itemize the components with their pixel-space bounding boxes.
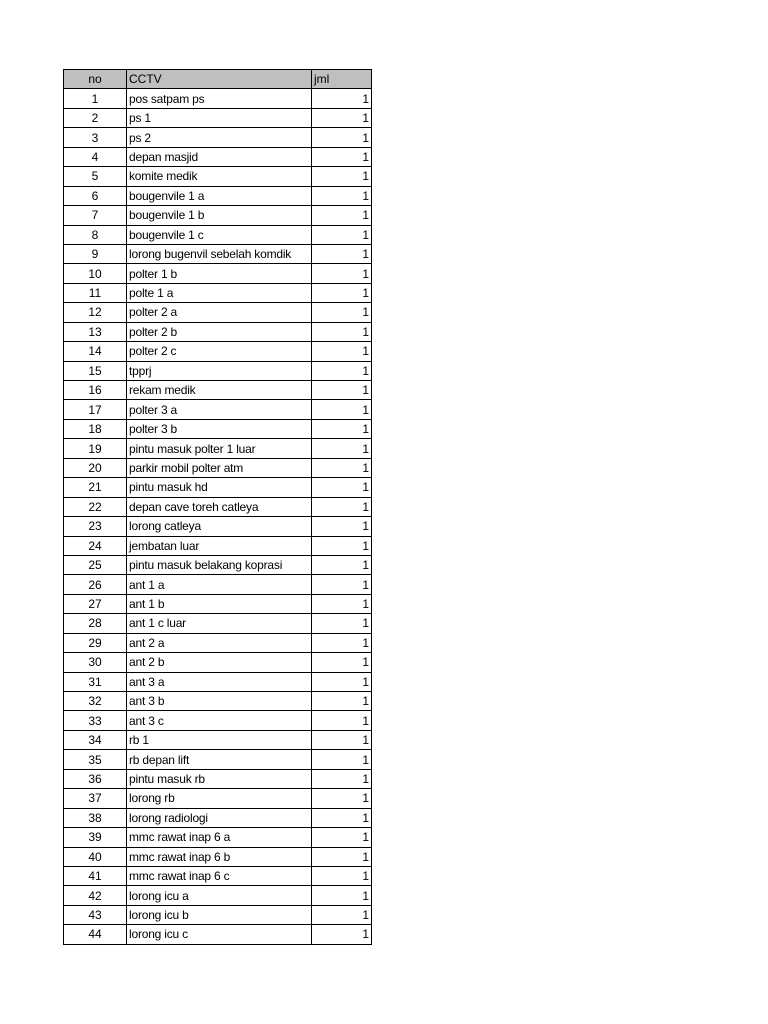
row-no-cell: 42 xyxy=(64,886,127,905)
row-jml-cell: 1 xyxy=(312,283,372,302)
row-cctv-cell: lorong radiologi xyxy=(127,808,312,827)
row-cctv-cell: tpprj xyxy=(127,361,312,380)
table-row xyxy=(64,536,372,555)
row-jml-cell: 1 xyxy=(312,108,372,127)
row-no-cell: 35 xyxy=(64,750,127,769)
row-cctv-cell: lorong icu a xyxy=(127,886,312,905)
row-cctv-cell: ant 3 c xyxy=(127,711,312,730)
row-cctv-cell: ant 1 a xyxy=(127,575,312,594)
row-jml-cell: 1 xyxy=(312,808,372,827)
table-row xyxy=(64,283,372,302)
row-no-cell: 37 xyxy=(64,789,127,808)
table-row xyxy=(64,750,372,769)
row-no-cell: 43 xyxy=(64,905,127,924)
row-jml-cell: 1 xyxy=(312,653,372,672)
row-no-cell: 33 xyxy=(64,711,127,730)
row-no-cell: 40 xyxy=(64,847,127,866)
row-no-cell: 34 xyxy=(64,730,127,749)
cctv-table xyxy=(63,69,372,945)
row-cctv-cell: ant 1 b xyxy=(127,594,312,613)
row-cctv-cell: parkir mobil polter atm xyxy=(127,458,312,477)
table-row xyxy=(64,905,372,924)
row-jml-cell: 1 xyxy=(312,555,372,574)
row-cctv-cell: rb depan lift xyxy=(127,750,312,769)
row-jml-cell: 1 xyxy=(312,303,372,322)
row-cctv-cell: mmc rawat inap 6 a xyxy=(127,828,312,847)
row-jml-cell: 1 xyxy=(312,730,372,749)
row-cctv-cell: lorong icu c xyxy=(127,925,312,944)
table-row xyxy=(64,400,372,419)
row-no-cell: 23 xyxy=(64,517,127,536)
row-jml-cell: 1 xyxy=(312,750,372,769)
row-cctv-cell: lorong icu b xyxy=(127,905,312,924)
table-row xyxy=(64,789,372,808)
row-jml-cell: 1 xyxy=(312,342,372,361)
row-cctv-cell: ant 2 b xyxy=(127,653,312,672)
row-jml-cell: 1 xyxy=(312,672,372,691)
row-cctv-cell: rekam medik xyxy=(127,381,312,400)
row-no-cell: 14 xyxy=(64,342,127,361)
row-cctv-cell: pintu masuk hd xyxy=(127,478,312,497)
row-jml-cell: 1 xyxy=(312,866,372,885)
table-row xyxy=(64,244,372,263)
row-cctv-cell: lorong rb xyxy=(127,789,312,808)
table-row xyxy=(64,653,372,672)
row-jml-cell: 1 xyxy=(312,517,372,536)
row-jml-cell: 1 xyxy=(312,769,372,788)
row-no-cell: 22 xyxy=(64,497,127,516)
row-cctv-cell: polte 1 a xyxy=(127,283,312,302)
row-no-cell: 30 xyxy=(64,653,127,672)
row-jml-cell: 1 xyxy=(312,905,372,924)
row-no-cell: 11 xyxy=(64,283,127,302)
table-row xyxy=(64,497,372,516)
row-jml-cell: 1 xyxy=(312,594,372,613)
row-jml-cell: 1 xyxy=(312,322,372,341)
table-row xyxy=(64,147,372,166)
row-jml-cell: 1 xyxy=(312,692,372,711)
row-no-cell: 1 xyxy=(64,89,127,108)
row-no-cell: 17 xyxy=(64,400,127,419)
row-jml-cell: 1 xyxy=(312,89,372,108)
table-row xyxy=(64,614,372,633)
row-cctv-cell: polter 3 b xyxy=(127,419,312,438)
table-row xyxy=(64,303,372,322)
row-no-cell: 3 xyxy=(64,128,127,147)
table-row xyxy=(64,361,372,380)
row-cctv-cell: polter 3 a xyxy=(127,400,312,419)
row-cctv-cell: polter 1 b xyxy=(127,264,312,283)
row-cctv-cell: ant 2 a xyxy=(127,633,312,652)
table-row xyxy=(64,575,372,594)
row-cctv-cell: lorong bugenvil sebelah komdik xyxy=(127,244,312,263)
row-jml-cell: 1 xyxy=(312,206,372,225)
row-jml-cell: 1 xyxy=(312,497,372,516)
row-cctv-cell: komite medik xyxy=(127,167,312,186)
row-no-cell: 44 xyxy=(64,925,127,944)
row-jml-cell: 1 xyxy=(312,361,372,380)
row-jml-cell: 1 xyxy=(312,381,372,400)
table-row xyxy=(64,108,372,127)
row-cctv-cell: jembatan luar xyxy=(127,536,312,555)
row-no-cell: 10 xyxy=(64,264,127,283)
row-no-cell: 27 xyxy=(64,594,127,613)
row-no-cell: 12 xyxy=(64,303,127,322)
row-jml-cell: 1 xyxy=(312,439,372,458)
table-row xyxy=(64,633,372,652)
row-jml-cell: 1 xyxy=(312,458,372,477)
table-row xyxy=(64,342,372,361)
row-no-cell: 15 xyxy=(64,361,127,380)
table-row xyxy=(64,847,372,866)
row-cctv-cell: bougenvile 1 c xyxy=(127,225,312,244)
row-no-cell: 29 xyxy=(64,633,127,652)
table-row xyxy=(64,769,372,788)
table-row xyxy=(64,730,372,749)
table-row xyxy=(64,225,372,244)
row-cctv-cell: pos satpam ps xyxy=(127,89,312,108)
row-no-cell: 31 xyxy=(64,672,127,691)
row-jml-cell: 1 xyxy=(312,789,372,808)
row-cctv-cell: polter 2 a xyxy=(127,303,312,322)
row-cctv-cell: ps 2 xyxy=(127,128,312,147)
row-cctv-cell: bougenvile 1 b xyxy=(127,206,312,225)
table-row xyxy=(64,886,372,905)
row-no-cell: 26 xyxy=(64,575,127,594)
row-no-cell: 16 xyxy=(64,381,127,400)
row-jml-cell: 1 xyxy=(312,400,372,419)
row-no-cell: 32 xyxy=(64,692,127,711)
row-jml-cell: 1 xyxy=(312,575,372,594)
row-no-cell: 5 xyxy=(64,167,127,186)
table-row xyxy=(64,206,372,225)
table-row xyxy=(64,381,372,400)
table-header xyxy=(64,70,372,89)
table-row xyxy=(64,186,372,205)
row-no-cell: 6 xyxy=(64,186,127,205)
table-row xyxy=(64,167,372,186)
table-row xyxy=(64,419,372,438)
table-row xyxy=(64,322,372,341)
row-cctv-cell: ant 1 c luar xyxy=(127,614,312,633)
row-no-cell: 38 xyxy=(64,808,127,827)
row-jml-cell: 1 xyxy=(312,244,372,263)
header-cctv: CCTV xyxy=(127,70,312,89)
table-row xyxy=(64,128,372,147)
row-jml-cell: 1 xyxy=(312,886,372,905)
row-cctv-cell: pintu masuk polter 1 luar xyxy=(127,439,312,458)
row-jml-cell: 1 xyxy=(312,128,372,147)
table-row xyxy=(64,672,372,691)
row-no-cell: 36 xyxy=(64,769,127,788)
row-cctv-cell: depan masjid xyxy=(127,147,312,166)
row-jml-cell: 1 xyxy=(312,264,372,283)
row-jml-cell: 1 xyxy=(312,633,372,652)
row-no-cell: 8 xyxy=(64,225,127,244)
row-cctv-cell: ant 3 b xyxy=(127,692,312,711)
row-no-cell: 28 xyxy=(64,614,127,633)
table-row xyxy=(64,458,372,477)
table-row xyxy=(64,594,372,613)
table-row xyxy=(64,555,372,574)
row-jml-cell: 1 xyxy=(312,167,372,186)
row-no-cell: 25 xyxy=(64,555,127,574)
row-jml-cell: 1 xyxy=(312,847,372,866)
row-no-cell: 7 xyxy=(64,206,127,225)
row-jml-cell: 1 xyxy=(312,478,372,497)
table-row xyxy=(64,264,372,283)
row-no-cell: 18 xyxy=(64,419,127,438)
row-cctv-cell: polter 2 b xyxy=(127,322,312,341)
table-body xyxy=(64,89,372,944)
table-row xyxy=(64,478,372,497)
table-row xyxy=(64,711,372,730)
row-jml-cell: 1 xyxy=(312,186,372,205)
row-no-cell: 24 xyxy=(64,536,127,555)
row-cctv-cell: lorong catleya xyxy=(127,517,312,536)
row-cctv-cell: bougenvile 1 a xyxy=(127,186,312,205)
row-no-cell: 4 xyxy=(64,147,127,166)
table-row xyxy=(64,517,372,536)
header-jml: jml xyxy=(312,70,372,89)
row-cctv-cell: mmc rawat inap 6 b xyxy=(127,847,312,866)
row-cctv-cell: mmc rawat inap 6 c xyxy=(127,866,312,885)
row-no-cell: 13 xyxy=(64,322,127,341)
row-no-cell: 19 xyxy=(64,439,127,458)
row-no-cell: 9 xyxy=(64,244,127,263)
table-row xyxy=(64,692,372,711)
row-cctv-cell: pintu masuk rb xyxy=(127,769,312,788)
row-no-cell: 39 xyxy=(64,828,127,847)
row-no-cell: 20 xyxy=(64,458,127,477)
row-jml-cell: 1 xyxy=(312,925,372,944)
row-cctv-cell: ant 3 a xyxy=(127,672,312,691)
table-row xyxy=(64,439,372,458)
table-row xyxy=(64,89,372,108)
row-jml-cell: 1 xyxy=(312,828,372,847)
row-cctv-cell: rb 1 xyxy=(127,730,312,749)
row-cctv-cell: pintu masuk belakang koprasi xyxy=(127,555,312,574)
row-jml-cell: 1 xyxy=(312,419,372,438)
table-row xyxy=(64,866,372,885)
row-jml-cell: 1 xyxy=(312,536,372,555)
header-row xyxy=(64,70,372,89)
row-jml-cell: 1 xyxy=(312,225,372,244)
table-row xyxy=(64,828,372,847)
row-no-cell: 41 xyxy=(64,866,127,885)
row-jml-cell: 1 xyxy=(312,147,372,166)
row-no-cell: 21 xyxy=(64,478,127,497)
row-jml-cell: 1 xyxy=(312,711,372,730)
row-cctv-cell: depan cave toreh catleya xyxy=(127,497,312,516)
row-cctv-cell: ps 1 xyxy=(127,108,312,127)
table-row xyxy=(64,925,372,944)
table-row xyxy=(64,808,372,827)
row-no-cell: 2 xyxy=(64,108,127,127)
header-no: no xyxy=(64,70,127,89)
row-cctv-cell: polter 2 c xyxy=(127,342,312,361)
row-jml-cell: 1 xyxy=(312,614,372,633)
